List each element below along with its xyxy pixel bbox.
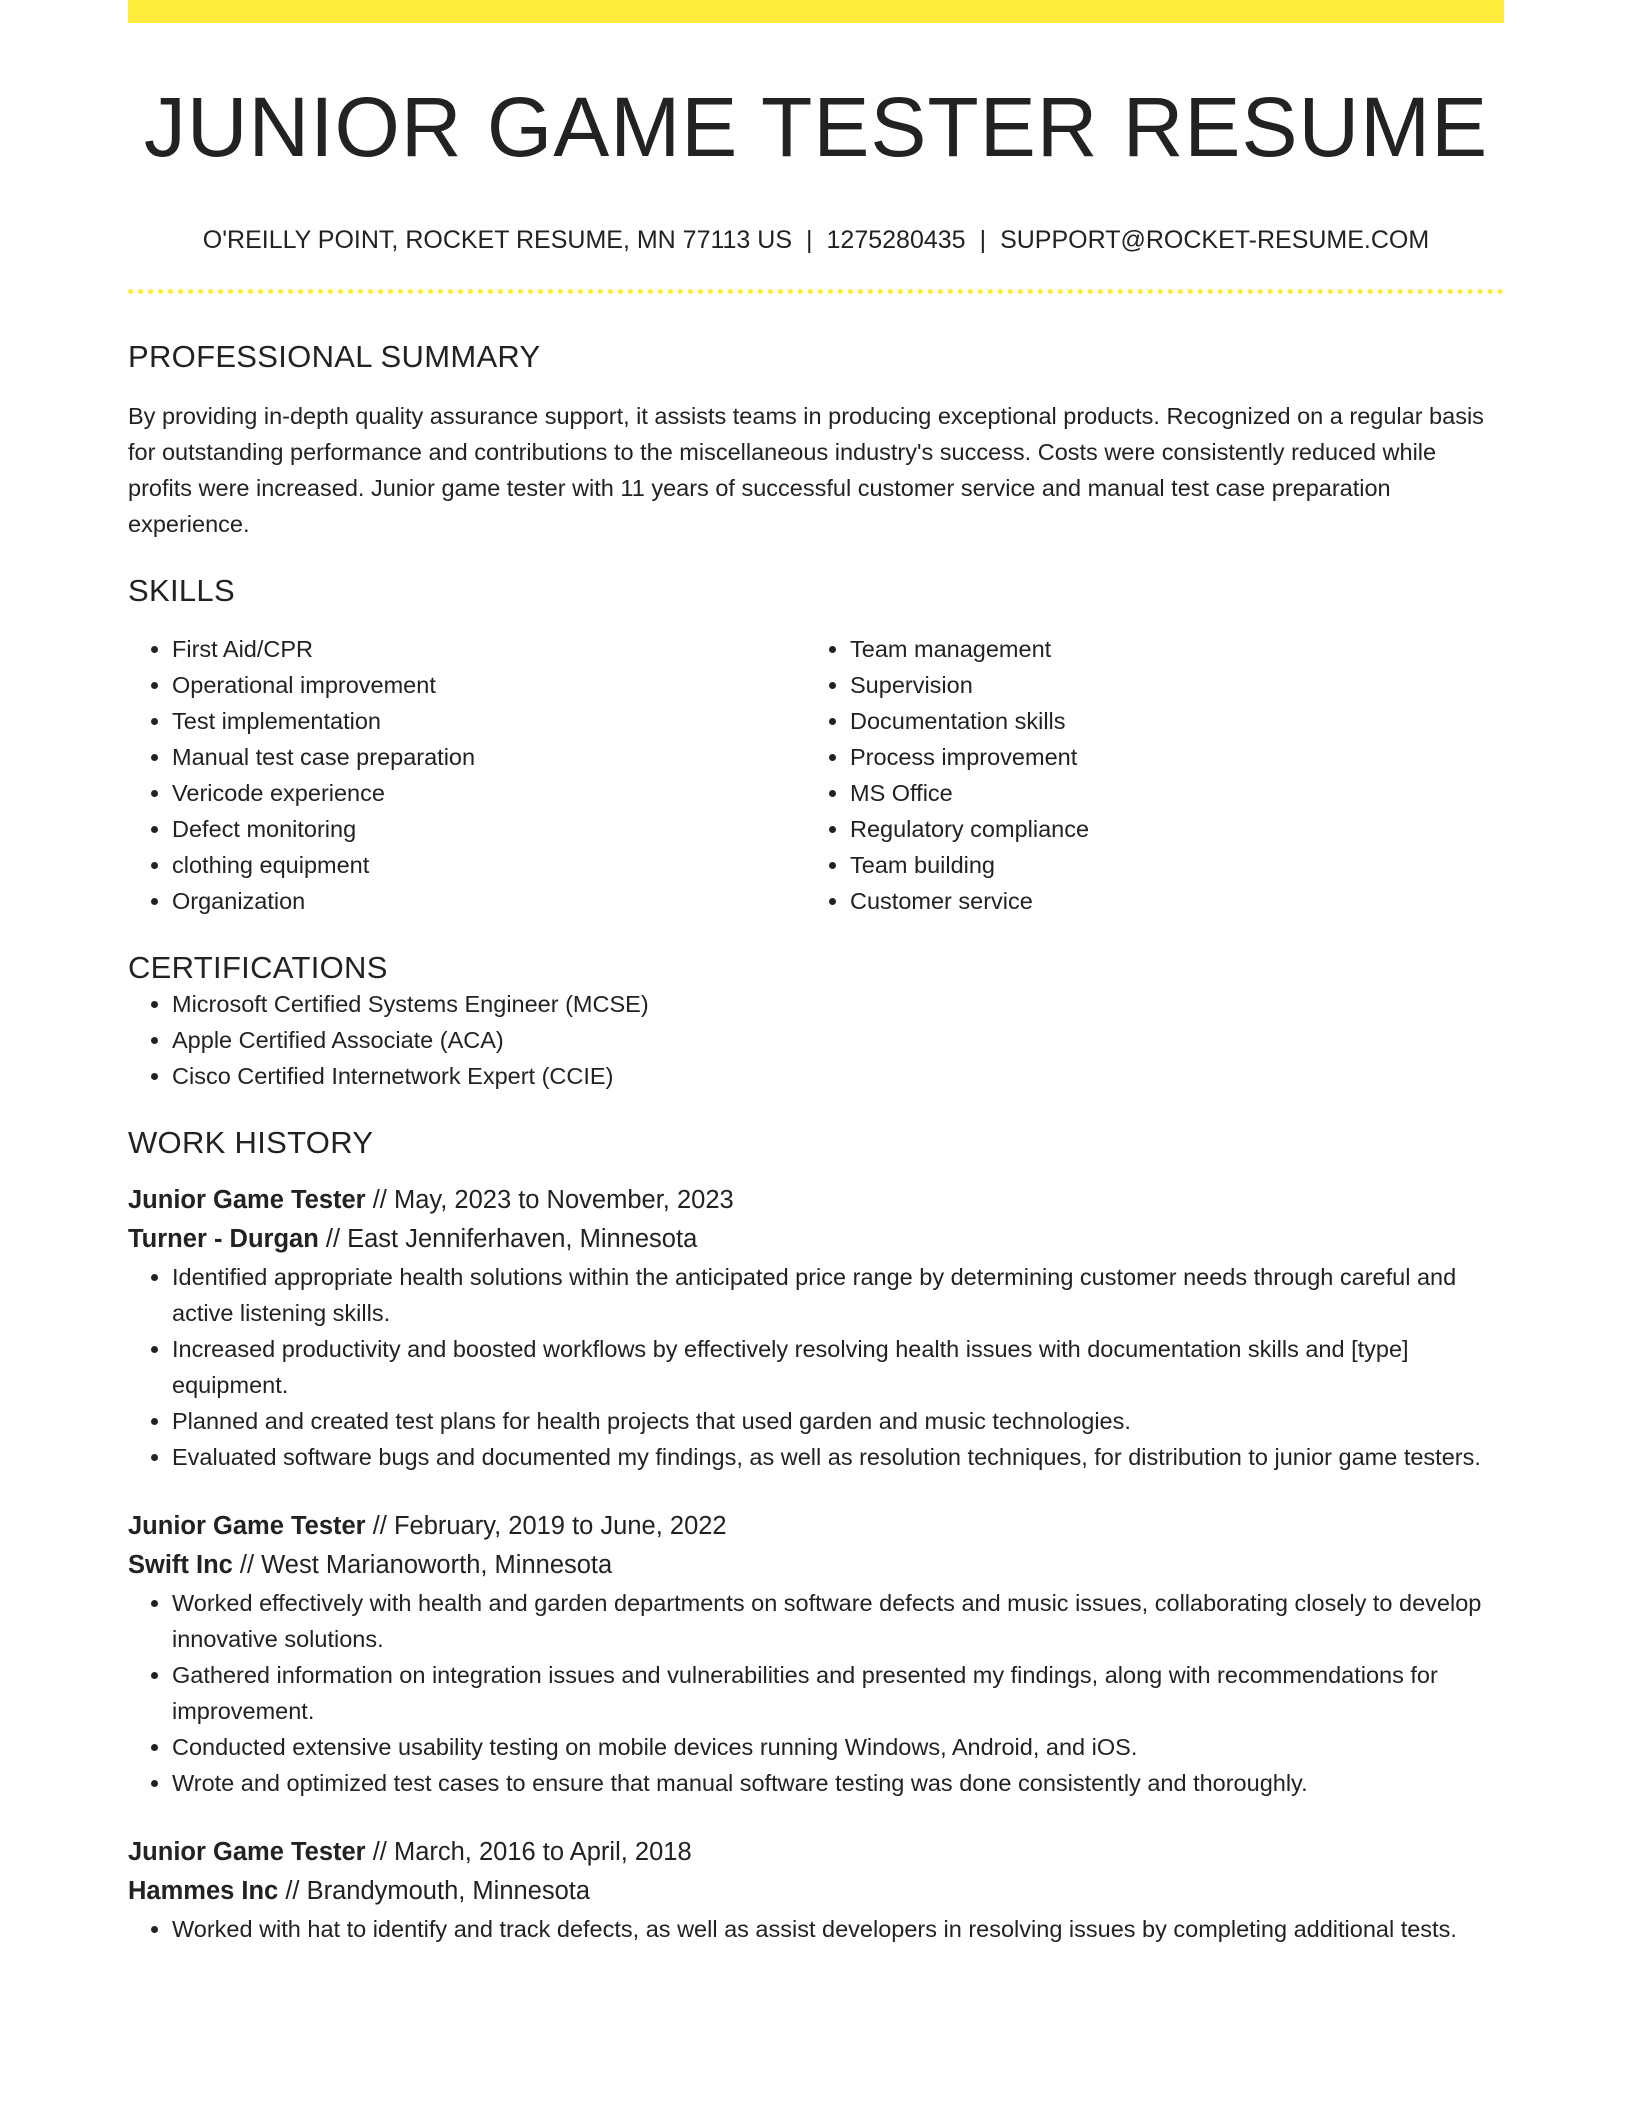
skill-item: • Defect monitoring	[172, 811, 806, 847]
job-bullet: • Wrote and optimized test cases to ensure that manual software testing was done consistently and thoroughly.	[172, 1765, 1504, 1801]
summary-text: By providing in-depth quality assurance support, it assists teams in producing exceptional products. Recognized on a regular basis for outstanding performance and contributions to the miscellaneous industry's success. Costs were consistently reduced while profits were increased. Junior game tester with 11 years of successful customer service and manual test case preparation experience.	[128, 402, 1484, 537]
accent-top-bar	[128, 0, 1504, 23]
job-bullet: • Increased productivity and boosted workflows by effectively resolving health issues with documentation skills and [type] equipment.	[172, 1331, 1504, 1403]
skills-heading: SKILLS	[128, 572, 235, 608]
job-company: Hammes Inc	[128, 1877, 279, 1906]
job-dates: // May, 2023 to November, 2023	[365, 1186, 734, 1215]
skill-item: • Team management	[850, 631, 1484, 667]
work-history-heading: WORK HISTORY	[128, 1124, 374, 1160]
skill-item: • Organization	[172, 883, 806, 919]
skill-item: • Team building	[850, 847, 1484, 883]
skill-item: • Supervision	[850, 667, 1484, 703]
skill-item: • Operational improvement	[172, 667, 806, 703]
job-company: Turner - Durgan	[128, 1225, 319, 1254]
skill-item: • Documentation skills	[850, 703, 1484, 739]
skill-item: • Customer service	[850, 883, 1484, 919]
skill-item: • Process improvement	[850, 739, 1484, 775]
job-location: // West Marianoworth, Minnesota	[232, 1551, 613, 1580]
skill-item: • Test implementation	[172, 703, 806, 739]
resume-page	[128, 0, 1504, 1947]
skill-item: • Regulatory compliance	[850, 811, 1484, 847]
contact-separator: |	[979, 226, 987, 255]
certification-item: • Cisco Certified Internetwork Expert (CCIE)	[172, 1058, 1504, 1094]
job-entry	[128, 1833, 1504, 1947]
skills-columns	[128, 631, 1504, 919]
job-title: Junior Game Tester	[128, 1512, 366, 1541]
certification-item: • Microsoft Certified Systems Engineer (MCSE)	[172, 986, 1504, 1022]
job-title-line	[128, 1507, 1504, 1546]
job-title: Junior Game Tester	[128, 1186, 366, 1215]
contact-phone: 1275280435	[826, 226, 966, 255]
job-company-line	[128, 1872, 1504, 1911]
contact-line	[128, 225, 1504, 255]
job-bullet: • Worked effectively with health and garden departments on software defects and music issues, collaborating closely to develop innovative solutions.	[172, 1585, 1504, 1657]
certifications-list	[128, 986, 1504, 1094]
job-bullets	[128, 1911, 1504, 1947]
job-bullet: • Evaluated software bugs and documented my findings, as well as resolution techniques, for distribution to junior game testers.	[172, 1439, 1504, 1475]
job-company-line	[128, 1546, 1504, 1585]
certifications-heading: CERTIFICATIONS	[128, 949, 388, 985]
job-company-line	[128, 1220, 1504, 1259]
job-bullet: • Worked with hat to identify and track defects, as well as assist developers in resolving issues by completing additional tests.	[172, 1911, 1504, 1947]
job-dates: // February, 2019 to June, 2022	[365, 1512, 727, 1541]
skill-item: • Vericode experience	[172, 775, 806, 811]
job-location: // Brandymouth, Minnesota	[278, 1877, 591, 1906]
summary-heading: PROFESSIONAL SUMMARY	[128, 339, 541, 375]
dotted-divider	[128, 289, 1504, 294]
certification-item: • Apple Certified Associate (ACA)	[172, 1022, 1504, 1058]
job-location: // East Jenniferhaven, Minnesota	[318, 1225, 698, 1254]
job-dates: // March, 2016 to April, 2018	[365, 1838, 692, 1867]
skills-list-right	[806, 631, 1484, 919]
job-entry	[128, 1507, 1504, 1801]
skill-item: • First Aid/CPR	[172, 631, 806, 667]
job-bullets	[128, 1259, 1504, 1475]
skill-item: • Manual test case preparation	[172, 739, 806, 775]
skill-item: • clothing equipment	[172, 847, 806, 883]
job-title: Junior Game Tester	[128, 1838, 366, 1867]
job-bullet: • Conducted extensive usability testing on mobile devices running Windows, Android, and iOS.	[172, 1729, 1504, 1765]
job-bullets	[128, 1585, 1504, 1801]
resume-title: JUNIOR GAME TESTER RESUME	[143, 80, 1489, 174]
contact-separator: |	[806, 226, 813, 255]
job-title-line	[128, 1181, 1504, 1220]
skills-list-left	[128, 631, 806, 919]
job-bullet: • Identified appropriate health solutions within the anticipated price range by determining customer needs through careful and active listening skills.	[172, 1259, 1504, 1331]
skill-item: • MS Office	[850, 775, 1484, 811]
job-bullet: • Gathered information on integration issues and vulnerabilities and presented my findings, along with recommendations for improvement.	[172, 1657, 1504, 1729]
contact-address: O'REILLY POINT, ROCKET RESUME, MN 77113 US	[202, 226, 793, 255]
job-company: Swift Inc	[128, 1551, 233, 1580]
job-entry	[128, 1181, 1504, 1475]
job-title-line	[128, 1833, 1504, 1872]
job-bullet: • Planned and created test plans for health projects that used garden and music technologies.	[172, 1403, 1504, 1439]
contact-email[interactable]: SUPPORT@ROCKET-RESUME.COM	[1000, 226, 1430, 255]
